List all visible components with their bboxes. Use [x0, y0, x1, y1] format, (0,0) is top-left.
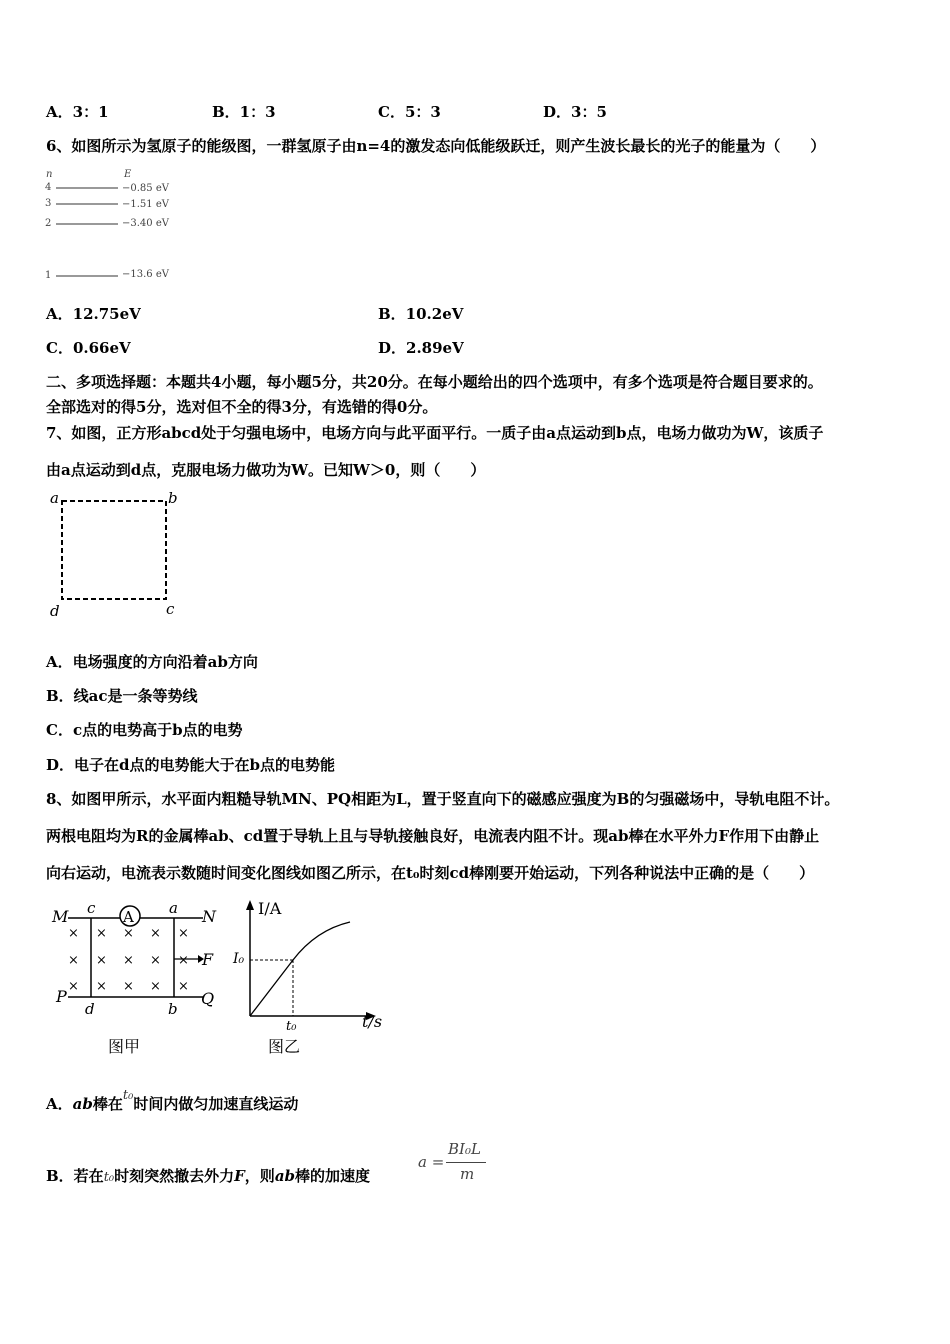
svg-text:×: × [178, 979, 189, 994]
svg-text:×: × [123, 979, 134, 994]
label-d: d [85, 1000, 95, 1018]
q6-option-d: D．2.89eV [378, 339, 464, 357]
svg-text:×: × [150, 926, 161, 941]
q6-option-a: A．12.75eV [46, 305, 141, 323]
q7-stem-line1: 7、如图，正方形abcd处于匀强电场中，电场方向与此平面平行。一质子由a点运动到b点，电场力做功为W，该质子 [46, 424, 824, 442]
q5-option-d: D．3：5 [543, 103, 607, 121]
svg-text:×: × [178, 953, 189, 968]
acceleration-formula [418, 1140, 498, 1186]
svg-text:×: × [96, 953, 107, 968]
y-axis-arrow [246, 900, 254, 910]
q7-stem-line2: 由a点运动到d点，克服电场力做功为W。已知W＞0，则（ ） [46, 461, 486, 479]
label-b: b [168, 489, 178, 507]
current-curve [250, 922, 350, 1016]
q8-stem-line1: 8、如图甲所示，水平面内粗糙导轨MN、PQ相距为L，置于竖直向下的磁感应强度为B的匀强磁场中，导轨电阻不计。 [46, 790, 840, 808]
level-e-2: −3.40 eV [122, 218, 169, 229]
e-header: E [124, 169, 132, 180]
label-N: N [202, 907, 216, 926]
formula-numerator: BI₀L [448, 1140, 481, 1158]
q8-b-post: 棒的加速度 [295, 1167, 371, 1185]
dashed-square [62, 501, 166, 599]
q8-b-F: F [234, 1167, 245, 1185]
fraction-bar [446, 1162, 486, 1163]
field-crosses [68, 926, 189, 994]
svg-text:×: × [96, 979, 107, 994]
q8-b-mid: 时刻突然撤去外力 [114, 1167, 235, 1185]
q5-option-a: A．3：1 [46, 103, 109, 121]
figure-b-caption: 图乙 [268, 1037, 301, 1056]
label-a: a [169, 899, 178, 917]
q8-a-ab: ab [72, 1095, 93, 1113]
svg-text:×: × [123, 926, 134, 941]
current-time-graph [228, 896, 398, 1060]
q7-option-c: C．c点的电势高于b点的电势 [46, 721, 243, 739]
svg-text:×: × [123, 953, 134, 968]
label-b: b [168, 1000, 178, 1018]
label-Q: Q [201, 989, 215, 1008]
ammeter-label: A [123, 908, 134, 926]
q8-a-prefix: A． [46, 1095, 73, 1113]
q8-a-t0: t₀ [122, 1088, 134, 1103]
svg-text:×: × [150, 979, 161, 994]
label-d: d [50, 602, 60, 620]
label-F: F [202, 950, 214, 969]
q7-option-b: B．线ac是一条等势线 [46, 687, 198, 705]
q7-option-a: A．电场强度的方向沿着ab方向 [46, 653, 258, 671]
figure-a-caption: 图甲 [108, 1037, 141, 1056]
q8-option-a [46, 1088, 299, 1116]
section2-line2: 全部选对的得5分，选对但不全的得3分，有选错的得0分。 [46, 398, 438, 416]
label-a: a [50, 489, 59, 507]
x-axis-label: t/s [362, 1012, 383, 1031]
q8-a-post: 时间内做匀加速直线运动 [133, 1095, 299, 1113]
q5-option-b: B．1：3 [212, 103, 276, 121]
level-n-2: 2 [45, 218, 52, 229]
energy-level-diagram [40, 166, 200, 284]
section2-line1: 二、多项选择题：本题共4小题，每小题5分，共20分。在每小题给出的四个选项中，有多个选项是符合题目要求的。 [46, 373, 823, 391]
q8-stem-line2: 两根电阻均为R的金属棒ab、cd置于导轨上且与导轨接触良好，电流表内阻不计。现ab棒在水平外力F作用下由静止 [46, 827, 820, 845]
svg-text:×: × [68, 979, 79, 994]
q8-b-prefix: B．若在 [46, 1167, 104, 1185]
q7-option-d: D．电子在d点的电势能大于在b点的电势能 [46, 756, 335, 774]
svg-text:×: × [68, 953, 79, 968]
q6-option-c: C．0.66eV [46, 339, 131, 357]
i0-label: I₀ [233, 951, 245, 967]
svg-text:×: × [96, 926, 107, 941]
t0-label: t₀ [286, 1019, 297, 1034]
level-n-1: 1 [45, 270, 52, 281]
q6-option-b: B．10.2eV [378, 305, 464, 323]
y-axis-label: I/A [258, 899, 282, 918]
rail-circuit-diagram [48, 898, 228, 1060]
level-n-3: 3 [45, 198, 52, 209]
level-e-4: −0.85 eV [122, 183, 169, 194]
svg-text:×: × [150, 953, 161, 968]
label-M: M [52, 907, 69, 926]
label-c: c [166, 600, 175, 618]
svg-text:×: × [178, 926, 189, 941]
formula-a: a = [418, 1153, 445, 1171]
q8-option-b [46, 1166, 370, 1188]
svg-text:×: × [68, 926, 79, 941]
q8-b-t0: t₀ [103, 1170, 115, 1185]
q5-option-c: C．5：3 [378, 103, 441, 121]
formula-denominator: m [460, 1165, 475, 1183]
q6-stem: 6、如图所示为氢原子的能级图，一群氢原子由n=4的激发态向低能级跃迁，则产生波长最长的光子的能量为（ ） [46, 137, 826, 155]
q8-stem-line3: 向右运动，电流表示数随时间变化图线如图乙所示，在t₀时刻cd棒刚要开始运动，下列各种说法中正确的是（ ） [46, 864, 815, 882]
square-abcd-diagram [44, 488, 184, 620]
level-n-4: 4 [45, 182, 52, 193]
n-header: n [46, 169, 53, 180]
level-e-3: −1.51 eV [122, 199, 169, 210]
q8-b-ab: ab [274, 1167, 296, 1185]
label-P: P [56, 987, 67, 1006]
level-e-1: −13.6 eV [122, 269, 169, 280]
q8-a-mid: 棒在 [92, 1095, 123, 1113]
label-c: c [87, 899, 96, 917]
q8-b-mid2: ，则 [244, 1167, 275, 1185]
